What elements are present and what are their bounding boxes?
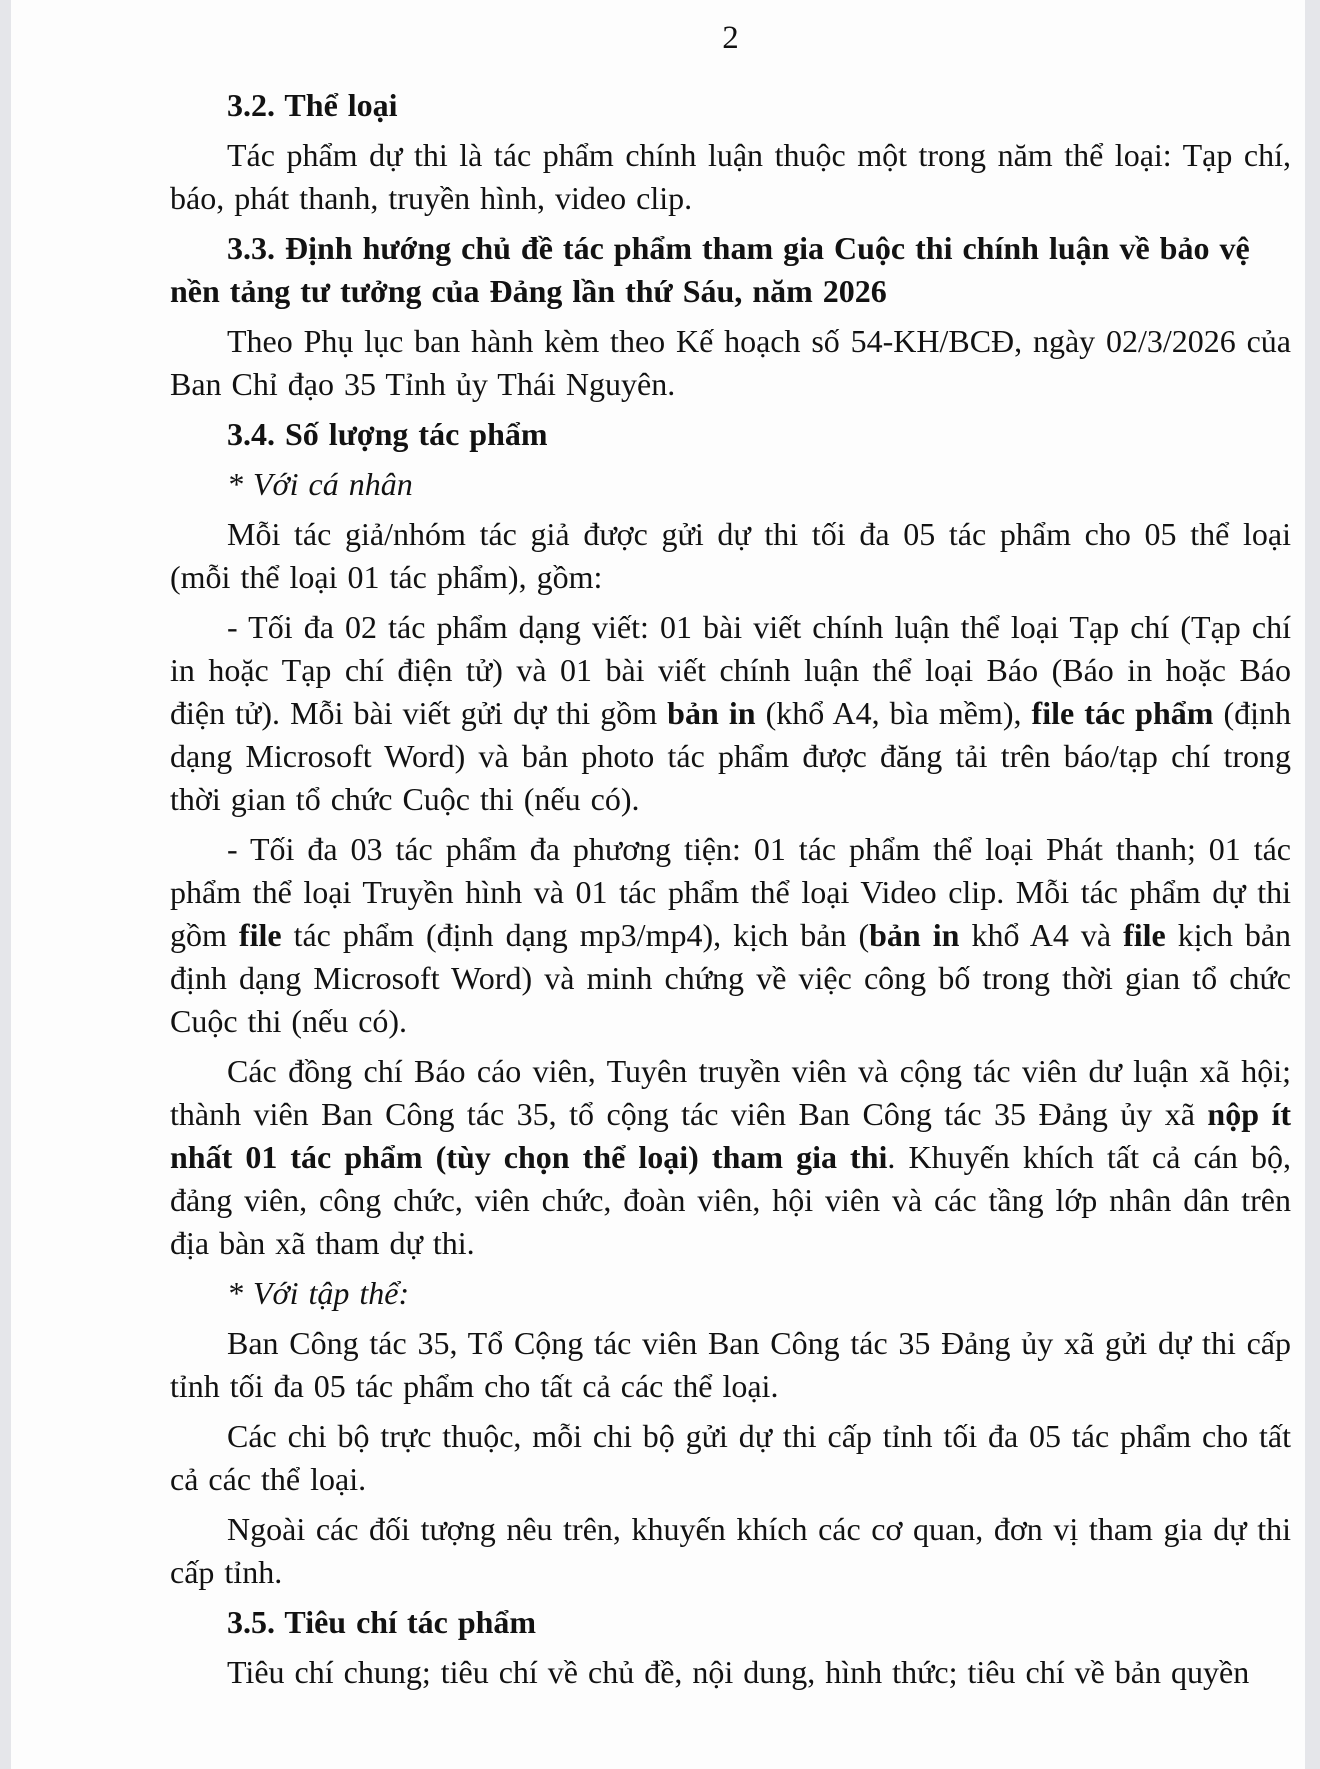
note <box>170 463 1291 506</box>
scan-edge-left <box>0 0 11 1769</box>
heading <box>170 227 1291 313</box>
scan-edge-right <box>1305 0 1320 1769</box>
note <box>170 1272 1291 1315</box>
text-run: file tác phẩm <box>1031 695 1214 731</box>
text-run: - Tối đa 03 tác phẩm đa phương tiện: 01 tác phẩm thể loại Phát thanh; 01 tác phẩm thể loại Truyền hình và 01 tác phẩm thể loại Video clip. Mỗi tác phẩm dự thi gồm <box>170 831 1291 953</box>
text-run: Tiêu chí chung; tiêu chí về chủ đề, nội dung, hình thức; tiêu chí về bản quyền <box>227 1654 1250 1690</box>
text-run: Các chi bộ trực thuộc, mỗi chi bộ gửi dự thi cấp tỉnh tối đa 05 tác phẩm cho tất cả các thể loại. <box>170 1418 1291 1497</box>
text-run: Ngoài các đối tượng nêu trên, khuyến khích các cơ quan, đơn vị tham gia dự thi cấp tỉnh. <box>170 1511 1291 1590</box>
text-run: 3.4. Số lượng tác phẩm <box>227 416 548 452</box>
text-run: file <box>1123 917 1166 953</box>
text-run: 3.3. Định hướng chủ đề tác phẩm tham gia Cuộc thi chính luận về bảo vệ nền tảng tư tưởng của Đảng lần thứ Sáu, năm 2026 <box>170 230 1250 309</box>
text-run: bản in <box>667 695 756 731</box>
paragraph <box>170 134 1291 220</box>
text-run: file <box>238 917 282 953</box>
text-run: bản in <box>869 917 960 953</box>
text-run: khổ A4 và <box>959 917 1124 953</box>
paragraph <box>170 320 1291 406</box>
text-run: tác phẩm (định dạng mp3/mp4), kịch bản ( <box>281 917 870 953</box>
text-run: . Khuyến khích tất cả cán bộ, đảng viên, công chức, viên chức, đoàn viên, hội viên và các tầng lớp nhân dân trên địa bàn xã tham dự thi. <box>170 1139 1292 1261</box>
text-run: (định dạng Microsoft Word) và bản photo tác phẩm được đăng tải trên báo/tạp chí trong thời gian tổ chức Cuộc thi (nếu có). <box>170 695 1292 817</box>
text-run: - Tối đa 02 tác phẩm dạng viết: 01 bài viết chính luận thể loại Tạp chí (Tạp chí in hoặc Tạp chí điện tử) và 01 bài viết chính luận thể loại Báo (Báo in hoặc Báo điện tử). Mỗi bài viết gửi dự thi gồm <box>170 609 1291 731</box>
text-run: Theo Phụ lục ban hành kèm theo Kế hoạch số 54-KH/BCĐ, ngày 02/3/2026 của Ban Chỉ đạo 35 Tỉnh ủy Thái Nguyên. <box>170 323 1291 402</box>
paragraph <box>170 1322 1291 1408</box>
text-run: 3.2. Thể loại <box>227 87 398 123</box>
text-run: * Với tập thể: <box>227 1275 410 1311</box>
paragraph <box>170 606 1291 821</box>
text-run: Tác phẩm dự thi là tác phẩm chính luận thuộc một trong năm thể loại: Tạp chí, báo, phát thanh, truyền hình, video clip. <box>170 137 1291 216</box>
text-run: (khổ A4, bìa mềm), <box>755 695 1032 731</box>
text-run: 3.5. Tiêu chí tác phẩm <box>227 1604 537 1640</box>
heading <box>170 413 1291 456</box>
text-run: Mỗi tác giả/nhóm tác giả được gửi dự thi tối đa 05 tác phẩm cho 05 thể loại (mỗi thể loại 01 tác phẩm), gồm: <box>170 516 1291 595</box>
heading <box>170 1601 1291 1644</box>
text-run: * Với cá nhân <box>227 466 413 502</box>
paragraph <box>170 1050 1291 1265</box>
document-body <box>170 84 1291 1694</box>
heading <box>170 84 1291 127</box>
text-run: Ban Công tác 35, Tổ Cộng tác viên Ban Công tác 35 Đảng ủy xã gửi dự thi cấp tỉnh tối đa 05 tác phẩm cho tất cả các thể loại. <box>170 1325 1291 1404</box>
paragraph <box>170 1651 1291 1694</box>
paragraph <box>170 1415 1291 1501</box>
text-run: nộp ít nhất 01 tác phẩm (tùy chọn thể loại) tham gia thi <box>170 1096 1292 1175</box>
text-run: Các đồng chí Báo cáo viên, Tuyên truyền viên và cộng tác viên dư luận xã hội; thành viên Ban Công tác 35, tổ cộng tác viên Ban Công tác 35 Đảng ủy xã <box>170 1053 1291 1132</box>
paragraph <box>170 828 1291 1043</box>
paragraph <box>170 513 1291 599</box>
paragraph <box>170 1508 1291 1594</box>
text-run: kịch bản định dạng Microsoft Word) và minh chứng về việc công bố trong thời gian tổ chức Cuộc thi (nếu có). <box>170 917 1292 1039</box>
page-number: 2 <box>722 20 739 56</box>
document-page <box>11 0 1305 1769</box>
